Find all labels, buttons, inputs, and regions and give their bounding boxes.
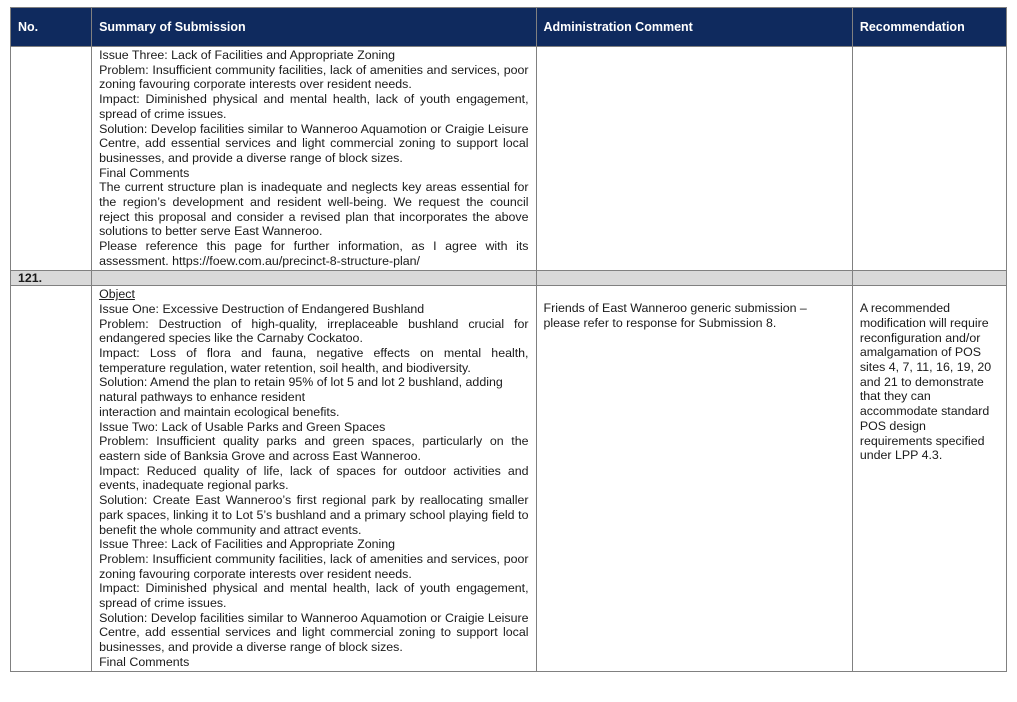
summary-paragraph: Impact: Diminished physical and mental health, lack of youth engagement, spread of crime issues. (99, 92, 529, 121)
continued-summary-cell (92, 47, 536, 271)
row-121-recommendation: A recommended modification will require reconfiguration and/or amalgamation of POS sites 4, 7, 11, 16, 19, 20 and 21 to demonstrate that they can accommodate standard POS design requirements specified under LPP 4.3. (852, 286, 1006, 671)
row-121-admin-comment: Friends of East Wanneroo generic submission – please refer to response for Submission 8. (536, 286, 852, 671)
summary-paragraph: Problem: Insufficient quality parks and green spaces, particularly on the eastern side of Banksia Grove and across East Wanneroo. (99, 434, 529, 463)
summary-paragraph: Final Comments (99, 165, 190, 180)
table-header-row (11, 8, 1007, 47)
table-row-121 (11, 286, 1007, 671)
row-121-summary-cell (92, 286, 536, 671)
summary-paragraph: Impact: Loss of flora and fauna, negative effects on mental health, temperature regulation, water retention, soil health, and biodiversity. (99, 346, 529, 375)
table-row-continued (11, 47, 1007, 271)
summary-paragraph: Impact: Reduced quality of life, lack of spaces for outdoor activities and events, inadequate regional parks. (99, 463, 529, 493)
summary-paragraph: Final Comments (99, 654, 190, 669)
section-row-121 (11, 270, 1007, 286)
summary-paragraph: Solution: Develop facilities similar to Wanneroo Aquamotion or Craigie Leisure Centre, add essential services and light commercial zoning to support local businesses, and provide a diverse range of block sizes. (99, 121, 529, 165)
header-admin-comment: Administration Comment (536, 8, 852, 47)
continued-recommendation-cell (852, 47, 1006, 271)
section-blank-recommendation (852, 270, 1006, 286)
section-number: 121. (11, 270, 92, 286)
summary-paragraph: Problem: Insufficient community facilities, lack of amenities and services, poor zoning favouring corporate interests over resident needs. (99, 62, 529, 92)
header-recommendation: Recommendation (852, 8, 1006, 47)
summary-paragraph: Please reference this page for further information, as I agree with its assessment. https://foew.com.au/precinct-8-structure-plan/ (99, 239, 529, 268)
summary-paragraph: interaction and maintain ecological benefits. (99, 404, 340, 419)
summary-paragraph: Issue Two: Lack of Usable Parks and Green Spaces (99, 419, 386, 434)
submissions-table (10, 7, 1007, 672)
summary-paragraph: Solution: Develop facilities similar to Wanneroo Aquamotion or Craigie Leisure Centre, add essential services and light commercial zoning to support local businesses, and provide a diverse range of block sizes. (99, 610, 529, 655)
summary-paragraph: The current structure plan is inadequate and neglects key areas essential for the region’s development and resident well-being. We request the council reject this proposal and consider a revised plan that incorporates the above solutions to better serve East Wanneroo. (99, 180, 529, 239)
row-121-no-cell (11, 286, 92, 671)
header-no: No. (11, 8, 92, 47)
summary-paragraph: Issue Three: Lack of Facilities and Appropriate Zoning (99, 48, 396, 62)
object-label: Object (99, 287, 135, 302)
summary-paragraph: Problem: Insufficient community facilities, lack of amenities and services, poor zoning favouring corporate interests over resident needs. (99, 551, 529, 581)
continued-no-cell (11, 47, 92, 271)
summary-paragraph: Solution: Amend the plan to retain 95% of lot 5 and lot 2 bushland, adding natural pathways to enhance resident (99, 375, 503, 405)
summary-paragraph: Impact: Diminished physical and mental health, lack of youth engagement, spread of crime issues. (99, 581, 529, 611)
summary-paragraph: Solution: Create East Wanneroo’s first regional park by reallocating smaller park spaces, linking it to Lot 5’s bushland and a primary school playing field to benefit the whole community and attract events. (99, 493, 529, 537)
summary-paragraph: Issue One: Excessive Destruction of Endangered Bushland (99, 301, 425, 316)
summary-paragraph: Issue Three: Lack of Facilities and Appropriate Zoning (99, 537, 396, 552)
section-blank-summary (92, 270, 536, 286)
continued-admin-cell (536, 47, 852, 271)
summary-paragraph: Problem: Destruction of high-quality, irreplaceable bushland crucial for endangered species like the Carnaby Cockatoo. (99, 316, 529, 346)
section-blank-admin (536, 270, 852, 286)
header-summary: Summary of Submission (92, 8, 536, 47)
